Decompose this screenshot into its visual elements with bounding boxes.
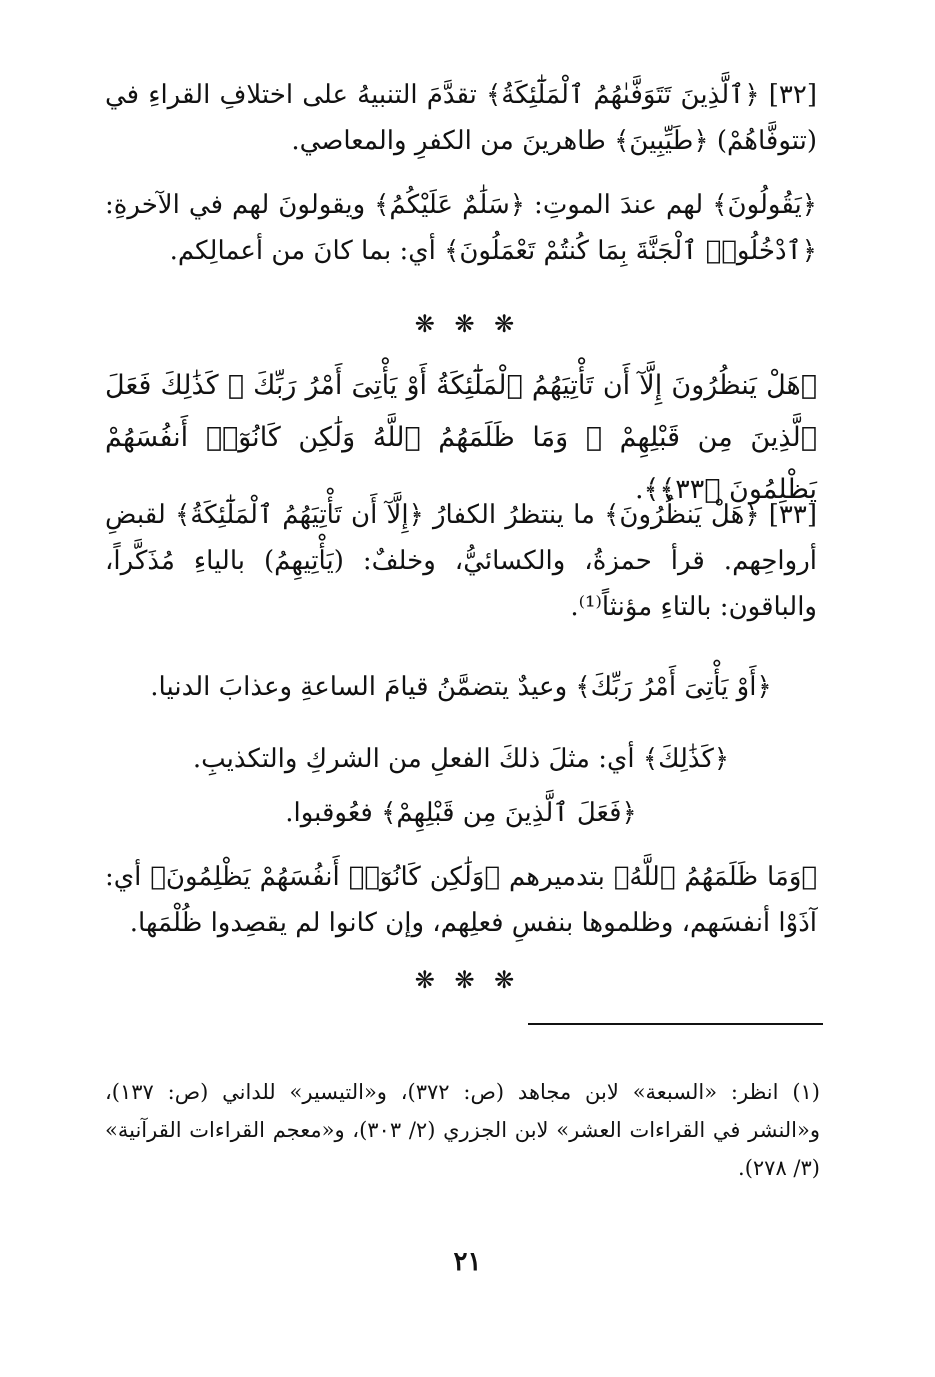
commentary-paragraph-angels-greeting: ﴿يَقُولُونَ﴾ لهم عندَ الموتِ: ﴿سَلَٰمٌ عَلَيْكُمُ﴾ ويقولونَ لهم في الآخرةِ: ﴿ٱدْخُلُوا۟ ٱلْجَنَّةَ بِمَا كُنتُمْ تَعْمَلُونَ﴾ أي: بما كانَ من أعمالِكم. [105, 190, 817, 266]
commentary-line-likewise: ﴿كَذَٰلِكَ﴾ أي: مثلَ ذلكَ الفعلِ من الشركِ والتكذيبِ. [192, 744, 730, 774]
section-separator: ❋ ❋ ❋ [414, 310, 521, 338]
page-number: ٢١ [453, 1247, 482, 1277]
footnote-1: (١) انظر: «السبعة» لابن مجاهد (ص: ٣٧٢)، و«التيسير» للداني (ص: ١٣٧)، و«النشر في القراءات العشر» لابن الجزري (٢/ ٣٠٣)، و«معجم القراءات القرآنية» (٣/ ٢٧٨). [105, 1080, 821, 1180]
section-separator: ❋ ❋ ❋ [414, 966, 521, 994]
commentary-paragraph-33: [٣٣] ﴿هَلْ يَنظُرُونَ﴾ ما ينتظرُ الكفارُ ﴿إِلَّآ أَن تَأْتِيَهُمُ ٱلْمَلَٰٓئِكَةُ﴾ لقبضِ أرواحِهم. قرأ حمزةُ، والكسائيُّ، وخلفٌ: (يَأْتِيهِمُ) بالياءِ مُذَكَّراً، والباقون: بالتاءِ مؤنثاً⁽¹⁾. [105, 500, 817, 622]
commentary-line-command-of-lord: ﴿أَوْ يَأْتِىَ أَمْرُ رَبِّكَ﴾ وعيدٌ يتضمَّنُ قيامَ الساعةِ وعذابَ الدنيا. [150, 672, 772, 702]
commentary-line-those-before: ﴿فَعَلَ ٱلَّذِينَ مِن قَبْلِهِمْ﴾ فعُوقبوا. [285, 798, 637, 828]
commentary-paragraph-32: [٣٢] ﴿ٱلَّذِينَ تَتَوَفَّىٰهُمُ ٱلْمَلَٰٓئِكَةُ﴾ تقدَّمَ التنبيهُ على اختلافِ القراءِ في (تتوفَّاهُمْ) ﴿طَيِّبِينَ﴾ طاهرينَ من الكفرِ والمعاصي. [105, 80, 817, 156]
quran-verse-33: ﴿هَلْ يَنظُرُونَ إِلَّآ أَن تَأْتِيَهُمُ ٱلْمَلَٰٓئِكَةُ أَوْ يَأْتِىَ أَمْرُ رَبِّكَ ۚ كَذَٰلِكَ فَعَلَ ٱلَّذِينَ مِن قَبْلِهِمْ ۚ وَمَا ظَلَمَهُمُ ٱللَّهُ وَلَٰكِن كَانُوٓا۟ أَنفُسَهُمْ يَظْلِمُونَ ﴿٣٣﴾﴾. [105, 370, 817, 505]
footnote-divider [528, 1023, 823, 1025]
commentary-paragraph-not-wronged: ﴿وَمَا ظَلَمَهُمُ ٱللَّهُ﴾ بتدميرهم ﴿وَلَٰكِن كَانُوٓا۟ أَنفُسَهُمْ يَظْلِمُونَ﴾ أي: آذَوْا أنفسَهم، وظلموها بنفسِ فعلِهم، وإن كانوا لم يقصِدوا ظُلْمَها. [105, 862, 817, 938]
